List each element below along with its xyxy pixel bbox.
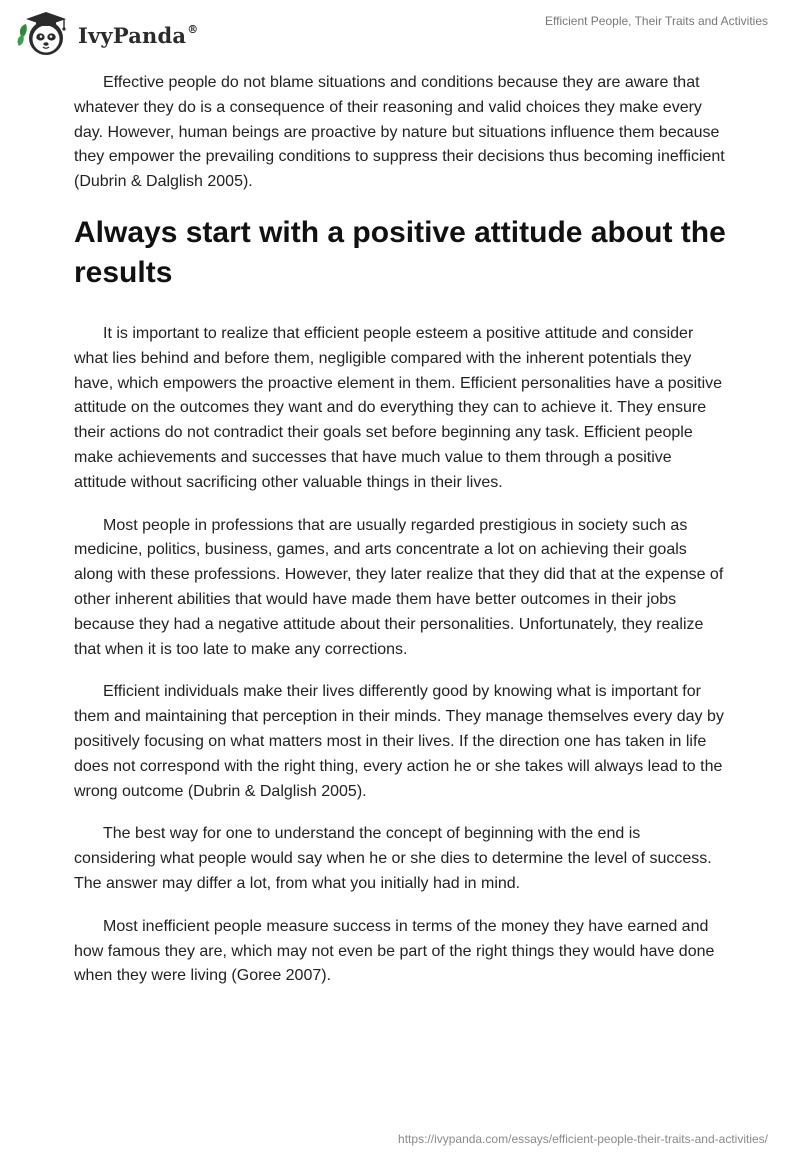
brand-name: IvyPanda® <box>78 22 199 48</box>
section-heading: Always start with a positive attitude about the results <box>74 215 726 289</box>
essay-body <box>74 71 726 1007</box>
page-header <box>0 0 800 70</box>
ivypanda-logo[interactable] <box>16 8 198 58</box>
document-title: Efficient People, Their Traits and Activities <box>544 14 768 28</box>
paragraph: Effective people do not blame situations and conditions because they are aware that whatever they do is a consequence of their reasoning and valid choices they make every day. However, human beings are proactive by nature but situations influence them because they empower the prevailing conditions to suppress their decisions thus becoming inefficient (Dubrin & Dalglish 2005). <box>74 74 725 191</box>
paragraph: It is important to realize that efficient people esteem a positive attitude and consider what lies behind and before them, negligible compared with the inherent potentials they have, which empowers the proactive element in them. Efficient personalities have a positive attitude on the outcomes they want and do everything they can to achieve it. They ensure their actions do not contradict their goals set before beginning any task. Efficient people make achievements and successes that have much value to them through a positive attitude without sacrificing other valuable things in their lives. <box>74 324 723 491</box>
registered-mark: ® <box>187 22 199 36</box>
paragraph: Most people in professions that are usually regarded prestigious in society such as medicine, politics, business, games, and arts concentrate a lot on achieving their goals along with these professions. However, they later realize that they did that at the expense of other inherent abilities that would have made them have better outcomes in their jobs because they had a negative attitude about their personalities. Unfortunately, they realize that when it is too late to make any corrections. <box>74 516 724 658</box>
paragraph: The best way for one to understand the concept of beginning with the end is considering what people would say when he or she dies to determine the level of success. The answer may differ a lot, from what you initially had in mind. <box>74 825 712 892</box>
paragraph: Most inefficient people measure success in terms of the money they have earned and how famous they are, which may not even be part of the right things they would have done when they were living (Goree 2007). <box>74 917 715 985</box>
source-url[interactable]: https://ivypanda.com/essays/efficient-people-their-traits-and-activities/ <box>398 1132 768 1146</box>
panda-logo-icon <box>16 8 72 58</box>
paragraph: Efficient individuals make their lives differently good by knowing what is important for them and maintaining that perception in their minds. They manage themselves every day by positively focusing on what matters most in their lives. If the direction one has taken in life does not correspond with the right thing, every action he or she takes will always lead to the wrong outcome (Dubrin & Dalglish 2005). <box>74 683 724 800</box>
